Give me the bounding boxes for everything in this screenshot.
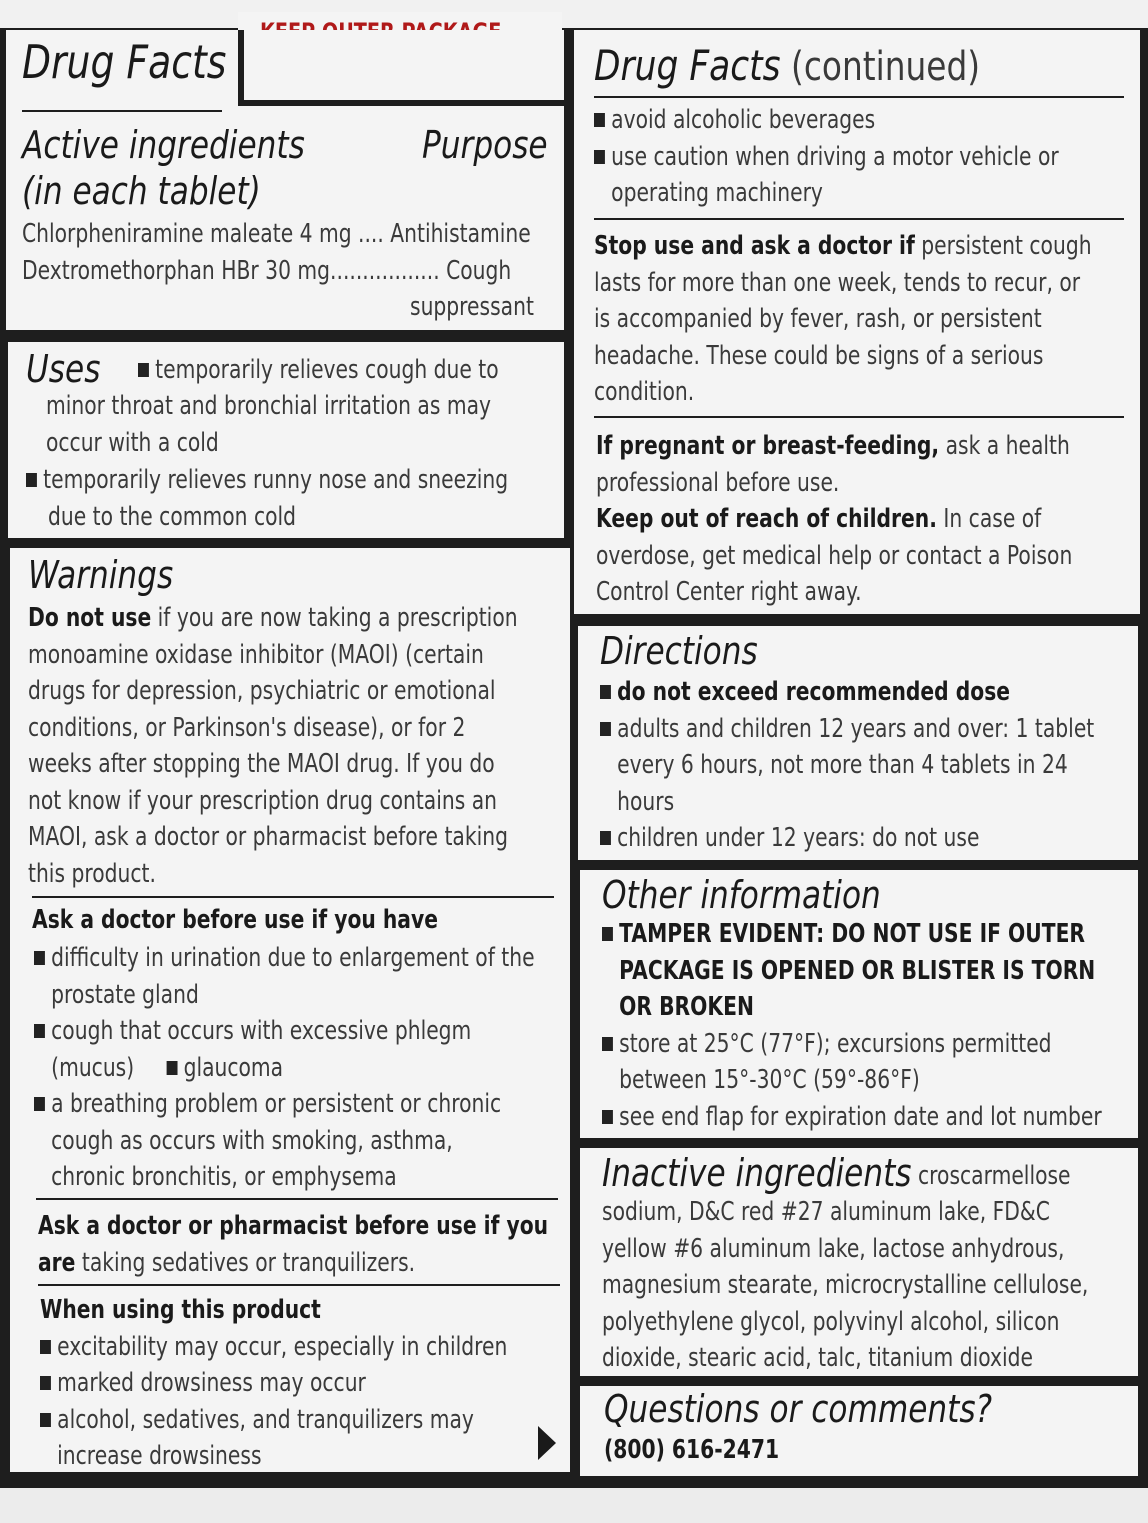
inactive-line: polyethylene glycol, polyvinyl alcohol, silicon — [602, 1306, 1060, 1337]
drug-facts-title: Drug Facts — [22, 35, 227, 89]
section-divider — [38, 1284, 560, 1286]
uses-item — [26, 462, 508, 499]
ask-doctor-item: difficulty in urination due to enlargement of the — [34, 940, 535, 977]
do-not-use-line: drugs for depression, psychiatric or emotional — [28, 676, 496, 706]
do-not-use-line: Do not use if you are now taking a prescription — [28, 603, 518, 633]
section-divider — [36, 1198, 558, 1200]
ask-doctor-item: a breathing problem or persistent or chronic — [34, 1086, 535, 1123]
square-bullet-icon — [594, 150, 605, 164]
directions-heading: Directions — [600, 629, 758, 673]
ask-doctor-heading: Ask a doctor before use if you have — [32, 905, 438, 935]
directions-panel — [578, 626, 1138, 860]
directions-item: adults and children 12 years and over: 1 tablet — [600, 711, 1094, 748]
do-not-use-line: this product. — [28, 858, 156, 889]
directions-item-cont: hours — [617, 786, 675, 817]
pregnant-line: If pregnant or breast-feeding, ask a health — [596, 431, 1070, 461]
title-underline — [22, 110, 222, 112]
square-bullet-icon — [26, 473, 37, 487]
active-ingredients-heading: Active ingredients — [22, 123, 305, 167]
square-bullet-icon — [40, 1413, 51, 1427]
uses-item-text: due to the common cold — [48, 502, 297, 532]
square-bullet-icon — [600, 722, 611, 736]
other-info-panel — [580, 870, 1138, 1138]
inactive-heading: Inactive ingredients — [602, 1151, 912, 1195]
questions-panel — [580, 1386, 1138, 1476]
square-bullet-icon — [166, 1061, 177, 1075]
pregnant-line: professional before use. — [596, 467, 840, 498]
section-divider — [594, 218, 1124, 220]
triangle-right-icon — [536, 1424, 558, 1462]
keep-out-line: Control Center right away. — [596, 577, 862, 607]
purpose-heading: Purpose — [422, 123, 548, 167]
stop-use-line: lasts for more than one week, tends to recur, or — [594, 267, 1081, 298]
uses-panel — [8, 342, 564, 538]
bottom-strip — [0, 1488, 1148, 1523]
do-not-use-line: conditions, or Parkinson's disease), or for 2 — [28, 712, 466, 743]
square-bullet-icon — [600, 685, 611, 699]
do-not-use-line: not know if your prescription drug contains an — [28, 785, 498, 816]
other-item: store at 25°C (77°F); excursions permitted — [602, 1026, 1102, 1063]
directions-item-cont: every 6 hours, not more than 4 tablets in 24 — [617, 750, 1068, 780]
questions-heading: Questions or comments? — [604, 1387, 993, 1431]
tamper-line: OR BROKEN — [619, 992, 754, 1022]
inactive-line: dioxide, stearic acid, talc, titanium dioxide — [602, 1343, 1033, 1373]
ingredient-row: Chlorpheniramine maleate 4 mg .... Antihistamine — [22, 219, 531, 249]
stop-use-line: headache. These could be signs of a serious — [594, 340, 1044, 371]
ask-pharmacist-heading: Ask a doctor or pharmacist before use if you — [38, 1211, 549, 1241]
continued-title: Drug Facts (continued) — [594, 41, 981, 90]
continued-item: use caution when driving a motor vehicle or — [594, 139, 1059, 176]
ask-doctor-item-cont: chronic bronchitis, or emphysema — [51, 1162, 397, 1192]
square-bullet-icon — [34, 1097, 45, 1111]
directions-item: do not exceed recommended dose — [600, 674, 1094, 711]
do-not-use-line: MAOI, ask a doctor or pharmacist before taking — [28, 822, 508, 852]
per-tablet-heading: (in each tablet) — [22, 169, 261, 213]
do-not-use-line: monoamine oxidase inhibitor (MAOI) (certain — [28, 639, 484, 670]
when-using-item: excitability may occur, especially in children — [40, 1329, 507, 1366]
square-bullet-icon — [602, 927, 613, 941]
inactive-ingredients-panel — [580, 1148, 1138, 1376]
active-ingredients-panel — [6, 30, 564, 330]
uses-item-text: minor throat and bronchial irritation as may — [46, 391, 492, 421]
ingredient-purpose-continued: suppressant — [410, 292, 534, 322]
keep-out-line: Keep out of reach of children. In case of — [596, 504, 1042, 534]
other-item: see end flap for expiration date and lot number — [602, 1099, 1102, 1136]
ingredient-row: Dextromethorphan HBr 30 mg................. Cough — [22, 255, 512, 286]
title-underline — [594, 96, 1124, 98]
square-bullet-icon — [138, 363, 149, 377]
phone-number: (800) 616-2471 — [604, 1435, 780, 1465]
when-using-item-cont: increase drowsiness — [57, 1441, 262, 1471]
tamper-line: TAMPER EVIDENT: DO NOT USE IF OUTER — [602, 916, 1102, 953]
stop-use-line: Stop use and ask a doctor if persistent cough — [594, 231, 1092, 261]
square-bullet-icon — [34, 1024, 45, 1038]
square-bullet-icon — [34, 951, 45, 965]
other-item-cont: between 15°-30°C (59°-86°F) — [619, 1065, 920, 1095]
ask-pharmacist-line: are taking sedatives or tranquilizers. — [38, 1247, 416, 1278]
continued-panel — [574, 30, 1140, 614]
do-not-use-line: weeks after stopping the MAOI drug. If you do — [28, 749, 495, 779]
continued-item: avoid alcoholic beverages — [594, 102, 1059, 139]
stop-use-line: is accompanied by fever, rash, or persistent — [594, 304, 1042, 334]
when-using-item: marked drowsiness may occur — [40, 1365, 507, 1402]
tamper-line: PACKAGE IS OPENED OR BLISTER IS TORN — [619, 955, 1096, 986]
warnings-heading: Warnings — [28, 553, 174, 597]
section-divider — [32, 896, 554, 898]
square-bullet-icon — [40, 1340, 51, 1354]
directions-item: children under 12 years: do not use — [600, 820, 1094, 857]
keep-out-line: overdose, get medical help or contact a Poison — [596, 540, 1073, 571]
square-bullet-icon — [602, 1110, 613, 1124]
inactive-line: magnesium stearate, microcrystalline cellulose, — [602, 1270, 1089, 1300]
inactive-line: croscarmellose — [918, 1161, 1071, 1191]
other-info-heading: Other information — [602, 873, 881, 917]
ask-doctor-item-cont: prostate gland — [51, 979, 199, 1010]
inactive-line: yellow #6 aluminum lake, lactose anhydrous, — [602, 1233, 1065, 1264]
square-bullet-icon — [602, 1037, 613, 1051]
square-bullet-icon — [600, 831, 611, 845]
inactive-line: sodium, D&C red #27 aluminum lake, FD&C — [602, 1197, 1050, 1227]
ask-doctor-item: cough that occurs with excessive phlegm — [34, 1013, 535, 1050]
section-divider — [594, 416, 1124, 418]
warnings-panel — [10, 548, 570, 1472]
uses-item — [138, 352, 499, 389]
uses-item-text: temporarily relieves runny nose and sneezing — [43, 465, 509, 495]
uses-item-text: temporarily relieves cough due to — [155, 355, 499, 385]
square-bullet-icon — [594, 113, 605, 127]
square-bullet-icon — [40, 1376, 51, 1390]
uses-heading: Uses — [26, 347, 101, 391]
continued-item-cont: operating machinery — [611, 178, 823, 208]
ask-doctor-item-cont: cough as occurs with smoking, asthma, — [51, 1125, 453, 1156]
when-using-item: alcohol, sedatives, and tranquilizers may — [40, 1402, 507, 1439]
uses-item-text: occur with a cold — [46, 427, 219, 458]
ask-doctor-item-cont: (mucus) glaucoma — [51, 1052, 284, 1083]
stop-use-line: condition. — [594, 377, 695, 407]
when-using-heading: When using this product — [40, 1295, 321, 1325]
